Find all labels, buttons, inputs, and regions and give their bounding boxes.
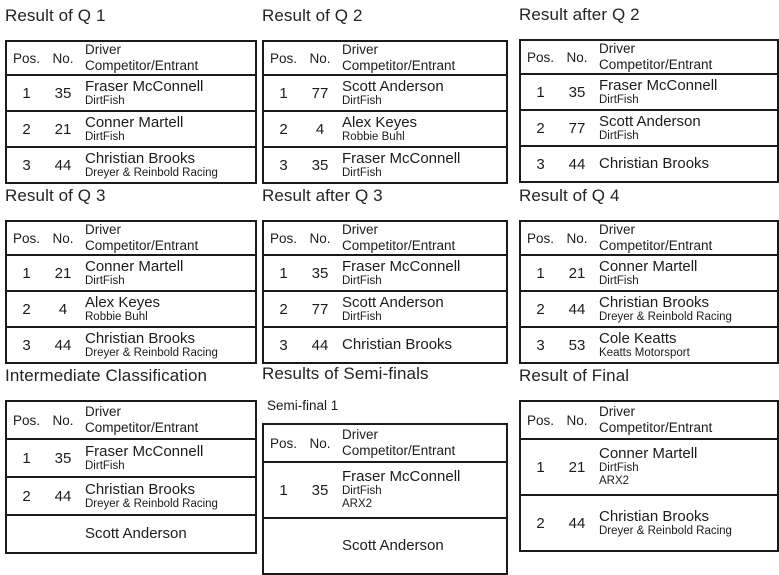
driver-cell xyxy=(594,110,778,146)
car-number-cell: 21 xyxy=(54,264,72,282)
section-title: Result after Q 2 xyxy=(519,5,640,24)
section-result-of-q4 xyxy=(519,186,779,359)
header-driver-label: Driver xyxy=(599,41,635,56)
table-header-row xyxy=(520,221,778,255)
header-pos: Pos. xyxy=(12,50,40,66)
header-driver xyxy=(80,221,256,255)
position-cell: 1 xyxy=(279,264,288,282)
car-number-cell: 44 xyxy=(568,155,586,173)
section-title: Result of Q 1 xyxy=(5,6,106,25)
table-header-row xyxy=(6,221,256,255)
driver-cell xyxy=(594,74,778,110)
driver-cell xyxy=(80,291,256,327)
header-no: No. xyxy=(52,230,74,246)
driver-cell xyxy=(337,111,507,147)
position-cell: 3 xyxy=(22,336,31,354)
entrant-name: DirtFish xyxy=(85,94,125,107)
header-driver xyxy=(337,424,507,462)
driver-name: Scott Anderson xyxy=(85,525,187,542)
car-number-cell: 44 xyxy=(568,514,586,532)
driver-cell xyxy=(594,439,778,495)
position-cell: 3 xyxy=(279,336,288,354)
driver-name: Fraser McConnell xyxy=(342,468,461,485)
car-class: ARX2 xyxy=(599,475,630,487)
table-header-row xyxy=(520,40,778,74)
table-row xyxy=(263,111,507,147)
driver-name: Christian Brooks xyxy=(599,293,710,311)
driver-name: Fraser McConnell xyxy=(342,149,461,167)
entrant-name: DirtFish xyxy=(85,274,125,287)
driver-cell xyxy=(337,75,507,111)
header-pos: Pos. xyxy=(526,412,554,428)
driver-cell xyxy=(80,439,256,477)
car-number-cell: 44 xyxy=(568,300,586,318)
header-no: No. xyxy=(566,49,588,65)
header-driver xyxy=(337,221,507,255)
position-cell: 3 xyxy=(279,156,288,174)
position-cell: 2 xyxy=(536,514,545,532)
entrant-name: DirtFish xyxy=(599,274,639,287)
header-driver-label: Driver xyxy=(342,427,378,442)
section-result-of-q1 xyxy=(5,6,257,179)
header-pos: Pos. xyxy=(12,230,40,246)
driver-cell xyxy=(80,255,256,291)
table-row xyxy=(263,75,507,111)
driver-name: Fraser McConnell xyxy=(85,442,204,460)
car-number-cell: 21 xyxy=(54,120,72,138)
entrant-name: DirtFish xyxy=(342,94,382,107)
header-driver xyxy=(337,41,507,75)
header-driver xyxy=(594,221,778,255)
entrant-name: Dreyer & Reinbold Racing xyxy=(85,346,218,359)
table-row xyxy=(520,495,778,551)
section-title: Result after Q 3 xyxy=(262,186,383,205)
header-driver-label: Driver xyxy=(342,42,378,57)
header-no: No. xyxy=(309,230,331,246)
table-header-row xyxy=(520,401,778,439)
header-driver-label: Driver xyxy=(599,222,635,237)
table-row xyxy=(6,111,256,147)
entrant-name: Robbie Buhl xyxy=(342,130,405,143)
entrant-name: Dreyer & Reinbold Racing xyxy=(85,497,218,510)
driver-name: Scott Anderson xyxy=(342,77,444,95)
header-driver xyxy=(594,40,778,74)
section-title: Result of Final xyxy=(519,366,630,385)
position-cell xyxy=(263,518,303,574)
driver-cell xyxy=(80,111,256,147)
entrant-name: DirtFish xyxy=(85,459,125,472)
header-driver xyxy=(594,401,778,439)
section-intermediate-classification xyxy=(5,366,257,542)
table-row xyxy=(263,291,507,327)
table-row xyxy=(263,255,507,291)
position-cell: 2 xyxy=(536,300,545,318)
entrant-name: Keatts Motorsport xyxy=(599,346,690,359)
driver-name: Christian Brooks xyxy=(599,155,710,172)
table-row xyxy=(6,255,256,291)
car-number-cell: 35 xyxy=(54,84,72,102)
position-cell: 1 xyxy=(22,84,31,102)
header-driver-label: Driver xyxy=(85,42,121,57)
table-row xyxy=(6,327,256,363)
position-cell: 2 xyxy=(22,300,31,318)
header-entrant-label: Competitor/Entrant xyxy=(599,57,713,72)
car-number-cell xyxy=(303,518,337,574)
results-table xyxy=(262,423,508,575)
driver-cell xyxy=(594,327,778,363)
table-row xyxy=(520,255,778,291)
position-cell: 1 xyxy=(22,449,31,467)
section-title: Intermediate Classification xyxy=(5,366,208,385)
driver-cell xyxy=(337,462,507,518)
section-result-of-q2 xyxy=(262,6,508,179)
results-table xyxy=(262,220,508,364)
entrant-name: DirtFish xyxy=(342,310,382,323)
table-header-row xyxy=(263,41,507,75)
table-row xyxy=(520,439,778,495)
car-number-cell: 44 xyxy=(311,336,329,354)
position-cell: 1 xyxy=(279,84,288,102)
driver-cell xyxy=(337,291,507,327)
position-cell: 1 xyxy=(22,264,31,282)
header-driver xyxy=(80,41,256,75)
driver-name: Christian Brooks xyxy=(599,507,710,525)
entrant-name: Robbie Buhl xyxy=(85,310,148,323)
position-cell: 3 xyxy=(536,155,545,173)
driver-cell xyxy=(80,75,256,111)
car-number-cell: 35 xyxy=(54,449,72,467)
position-cell: 2 xyxy=(22,120,31,138)
header-entrant-label: Competitor/Entrant xyxy=(85,238,199,253)
header-pos: Pos. xyxy=(269,50,297,66)
car-number-cell: 77 xyxy=(311,84,329,102)
car-number-cell: 21 xyxy=(568,264,586,282)
driver-name: Fraser McConnell xyxy=(85,77,204,95)
table-row xyxy=(263,147,507,183)
header-entrant-label: Competitor/Entrant xyxy=(342,443,456,458)
table-row xyxy=(520,74,778,110)
header-pos: Pos. xyxy=(269,230,297,246)
entrant-name: DirtFish xyxy=(342,485,382,497)
table-header-row xyxy=(6,41,256,75)
header-pos: Pos. xyxy=(269,435,297,451)
header-entrant-label: Competitor/Entrant xyxy=(342,238,456,253)
driver-name: Alex Keyes xyxy=(342,113,418,131)
car-number-cell: 77 xyxy=(568,119,586,137)
driver-cell xyxy=(80,327,256,363)
header-driver-label: Driver xyxy=(599,404,635,419)
driver-cell xyxy=(337,147,507,183)
car-number-cell: 35 xyxy=(568,83,586,101)
driver-cell xyxy=(594,255,778,291)
driver-name: Conner Martell xyxy=(85,113,184,131)
results-table xyxy=(519,400,779,552)
driver-name: Fraser McConnell xyxy=(599,76,718,94)
driver-cell xyxy=(80,477,256,515)
driver-name: Scott Anderson xyxy=(342,537,444,554)
table-row xyxy=(263,327,507,363)
section-title: Result of Q 4 xyxy=(519,186,620,205)
section-result-of-final xyxy=(519,366,779,537)
car-number-cell: 77 xyxy=(311,300,329,318)
driver-cell xyxy=(594,291,778,327)
entrant-name: Dreyer & Reinbold Racing xyxy=(85,166,218,179)
car-number-cell: 44 xyxy=(54,487,72,505)
table-header-row xyxy=(263,424,507,462)
driver-name: Alex Keyes xyxy=(85,293,161,311)
header-entrant-label: Competitor/Entrant xyxy=(85,420,199,435)
header-entrant-label: Competitor/Entrant xyxy=(85,58,199,73)
header-driver xyxy=(80,401,256,439)
table-row xyxy=(6,439,256,477)
results-table xyxy=(519,39,779,183)
car-number-cell: 4 xyxy=(58,300,68,318)
driver-name: Christian Brooks xyxy=(85,149,196,167)
driver-name: Christian Brooks xyxy=(342,336,453,353)
position-cell xyxy=(6,515,46,553)
entrant-name: DirtFish xyxy=(85,130,125,143)
driver-name: Scott Anderson xyxy=(599,112,701,130)
driver-cell xyxy=(337,327,507,363)
table-row xyxy=(520,110,778,146)
car-number-cell: 44 xyxy=(54,336,72,354)
table-row xyxy=(6,477,256,515)
table-row xyxy=(263,462,507,518)
car-number-cell: 35 xyxy=(311,264,329,282)
position-cell: 2 xyxy=(22,487,31,505)
position-cell: 2 xyxy=(279,120,288,138)
table-header-row xyxy=(6,401,256,439)
table-row xyxy=(6,291,256,327)
driver-cell xyxy=(337,255,507,291)
section-result-of-q3 xyxy=(5,186,257,359)
driver-cell xyxy=(80,147,256,183)
header-no: No. xyxy=(309,435,331,451)
results-table xyxy=(5,220,257,364)
results-table xyxy=(5,400,257,554)
driver-name: Conner Martell xyxy=(85,257,184,275)
position-cell: 1 xyxy=(536,83,545,101)
position-cell: 2 xyxy=(279,300,288,318)
header-driver-label: Driver xyxy=(342,222,378,237)
header-no: No. xyxy=(566,230,588,246)
table-header-row xyxy=(263,221,507,255)
driver-name: Fraser McConnell xyxy=(342,257,461,275)
header-entrant-label: Competitor/Entrant xyxy=(599,420,713,435)
entrant-name: Dreyer & Reinbold Racing xyxy=(599,524,732,537)
driver-name: Conner Martell xyxy=(599,257,698,275)
car-number-cell: 4 xyxy=(315,120,325,138)
results-table xyxy=(5,40,257,184)
header-driver-label: Driver xyxy=(85,222,121,237)
header-pos: Pos. xyxy=(526,49,554,65)
car-number-cell xyxy=(46,515,80,553)
section-result-after-q3 xyxy=(262,186,508,354)
driver-cell xyxy=(594,495,778,551)
section-title: Result of Q 3 xyxy=(5,186,106,205)
car-number-cell: 21 xyxy=(568,458,586,476)
driver-cell xyxy=(594,146,778,182)
driver-name: Cole Keatts xyxy=(599,329,677,347)
entrant-name: DirtFish xyxy=(342,274,382,287)
table-row xyxy=(520,327,778,363)
position-cell: 3 xyxy=(22,156,31,174)
car-number-cell: 35 xyxy=(311,481,329,499)
entrant-name: DirtFish xyxy=(599,462,639,474)
position-cell: 1 xyxy=(536,458,545,476)
table-row xyxy=(520,146,778,182)
section-title: Result of Q 2 xyxy=(262,6,363,25)
entrant-name: DirtFish xyxy=(599,129,639,142)
entrant-name: DirtFish xyxy=(342,166,382,179)
header-no: No. xyxy=(566,412,588,428)
table-row xyxy=(263,518,507,574)
driver-name: Christian Brooks xyxy=(85,329,196,347)
table-row xyxy=(6,515,256,553)
car-class: ARX2 xyxy=(342,498,373,510)
header-pos: Pos. xyxy=(12,412,40,428)
header-driver-label: Driver xyxy=(85,404,121,419)
section-title: Results of Semi-finals xyxy=(262,364,429,383)
car-number-cell: 44 xyxy=(54,156,72,174)
table-row xyxy=(6,147,256,183)
header-entrant-label: Competitor/Entrant xyxy=(599,238,713,253)
table-row xyxy=(6,75,256,111)
car-number-cell: 35 xyxy=(311,156,329,174)
position-cell: 3 xyxy=(536,336,545,354)
position-cell: 1 xyxy=(536,264,545,282)
header-no: No. xyxy=(309,50,331,66)
results-table xyxy=(519,220,779,364)
driver-cell xyxy=(337,518,507,574)
position-cell: 2 xyxy=(536,119,545,137)
entrant-name: DirtFish xyxy=(599,93,639,106)
driver-cell xyxy=(80,515,256,553)
table-row xyxy=(520,291,778,327)
semi-final-1-subtitle: Semi-final 1 xyxy=(267,398,339,413)
header-pos: Pos. xyxy=(526,230,554,246)
header-no: No. xyxy=(52,412,74,428)
position-cell: 1 xyxy=(279,481,288,499)
section-results-of-semi-finals xyxy=(262,364,508,554)
results-table xyxy=(262,40,508,184)
car-number-cell: 53 xyxy=(568,336,586,354)
driver-name: Christian Brooks xyxy=(85,480,196,498)
driver-name: Conner Martell xyxy=(599,445,698,462)
driver-name: Scott Anderson xyxy=(342,293,444,311)
header-no: No. xyxy=(52,50,74,66)
header-entrant-label: Competitor/Entrant xyxy=(342,58,456,73)
entrant-name: Dreyer & Reinbold Racing xyxy=(599,310,732,323)
section-result-after-q2 xyxy=(519,5,779,173)
